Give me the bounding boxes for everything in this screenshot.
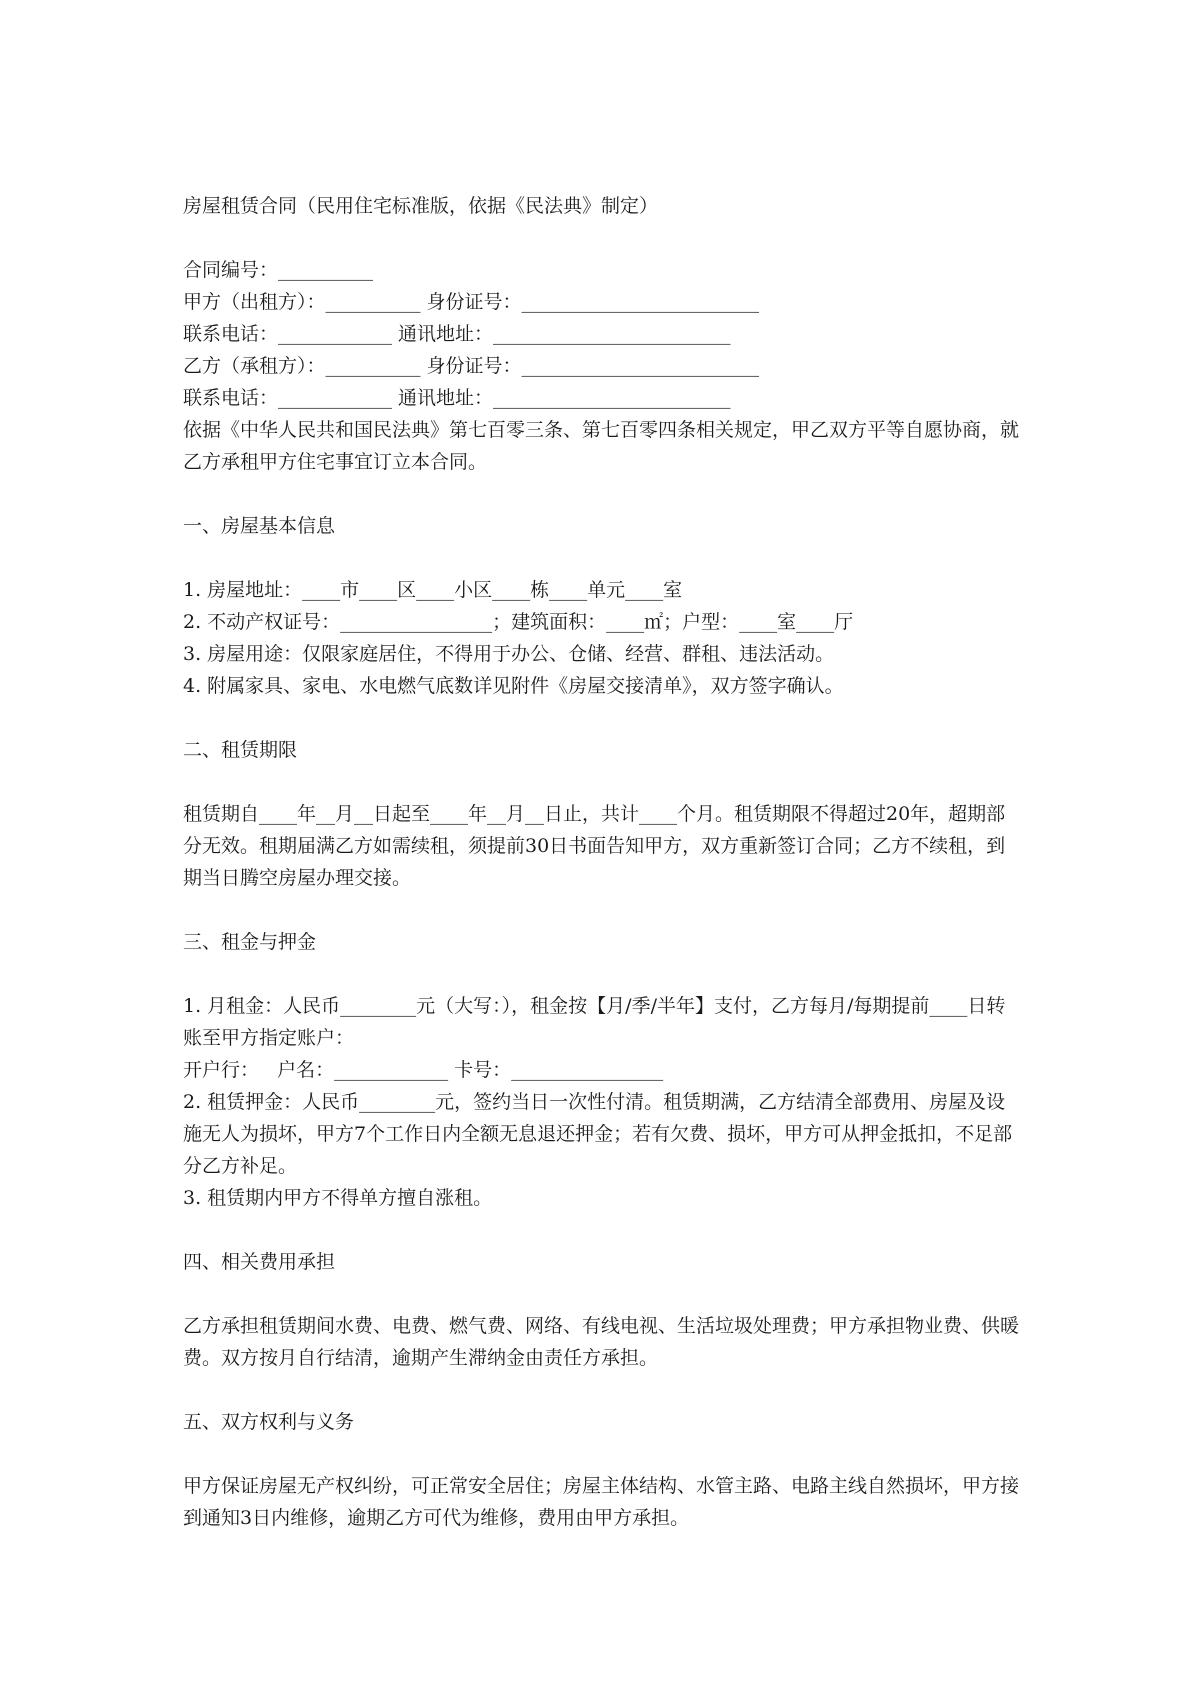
section-heading: 二、租赁期限 — [183, 739, 298, 761]
section-heading: 三、租金与押金 — [183, 931, 317, 953]
clause-paragraph: 乙方承担租赁期间水费、电费、燃气费、网络、有线电视、生活垃圾处理费；甲方承担物业费、供暖费。双方按月自行结清，逾期产生滞纳金由责任方承担。 — [183, 1315, 1020, 1369]
clause-line: 4. 附属家具、家电、水电燃气底数详见附件《房屋交接清单》，双方签字确认。 — [183, 675, 844, 697]
spacer — [183, 958, 1023, 990]
party-b-field: 乙方（承租方）：__________ 身份证号：_________________________ — [183, 355, 760, 377]
spacer — [183, 1278, 1023, 1310]
spacer — [183, 702, 1023, 734]
party-a-field: 甲方（出租方）：__________ 身份证号：_________________________ — [183, 291, 760, 313]
spacer — [183, 542, 1023, 574]
spacer — [183, 222, 1023, 254]
section-heading: 四、相关费用承担 — [183, 1251, 336, 1273]
contract-number-field: 合同编号：__________ — [183, 259, 374, 281]
spacer — [183, 1438, 1023, 1470]
party-a-contact-field: 联系电话：____________ 通讯地址：_________________________ — [183, 323, 731, 345]
document-body — [183, 190, 1023, 1534]
clause-line: 2. 不动产权证号：________________；建筑面积：____㎡；户型：____室____厅 — [183, 611, 854, 633]
party-b-contact-field: 联系电话：____________ 通讯地址：_________________________ — [183, 387, 731, 409]
spacer — [183, 478, 1023, 510]
clause-line: 3. 租赁期内甲方不得单方擅自涨租。 — [183, 1187, 493, 1209]
spacer — [183, 1374, 1023, 1406]
clause-paragraph: 1. 月租金：人民币________元（大写：），租金按【月/季/半年】支付，乙方每月/每期提前____日转账至甲方指定账户： — [183, 995, 1006, 1049]
section-heading: 一、房屋基本信息 — [183, 515, 336, 537]
clause-paragraph: 2. 租赁押金：人民币________元，签约当日一次性付清。租赁期满，乙方结清全部费用、房屋及设施无人为损坏，甲方7个工作日内全额无息退还押金；若有欠费、损坏，甲方可从押金抵扣，不足部分乙方补足。 — [183, 1091, 1013, 1177]
clause-line: 1. 房屋地址：____市____区____小区____栋____单元____室 — [183, 579, 683, 601]
bank-account-field: 开户行： 户名：____________ 卡号：________________ — [183, 1059, 664, 1081]
document-title: 房屋租赁合同（民用住宅标准版，依据《民法典》制定） — [183, 195, 659, 217]
spacer — [183, 766, 1023, 798]
spacer — [183, 1214, 1023, 1246]
clause-paragraph: 甲方保证房屋无产权纠纷，可正常安全居住；房屋主体结构、水管主路、电路主线自然损坏，甲方接到通知3日内维修，逾期乙方可代为维修，费用由甲方承担。 — [183, 1475, 1020, 1529]
spacer — [183, 894, 1023, 926]
clause-paragraph: 租赁期自____年__月__日起至____年__月__日止，共计____个月。租赁期限不得超过20年，超期部分无效。租期届满乙方如需续租，须提前30日书面告知甲方，双方重新签订合同；乙方不续租，到期当日腾空房屋办理交接。 — [183, 803, 1006, 889]
clause-line: 3. 房屋用途：仅限家庭居住，不得用于办公、仓储、经营、群租、违法活动。 — [183, 643, 835, 665]
preamble-paragraph: 依据《中华人民共和国民法典》第七百零三条、第七百零四条相关规定，甲乙双方平等自愿协商，就乙方承租甲方住宅事宜订立本合同。 — [183, 419, 1020, 473]
section-heading: 五、双方权利与义务 — [183, 1411, 355, 1433]
